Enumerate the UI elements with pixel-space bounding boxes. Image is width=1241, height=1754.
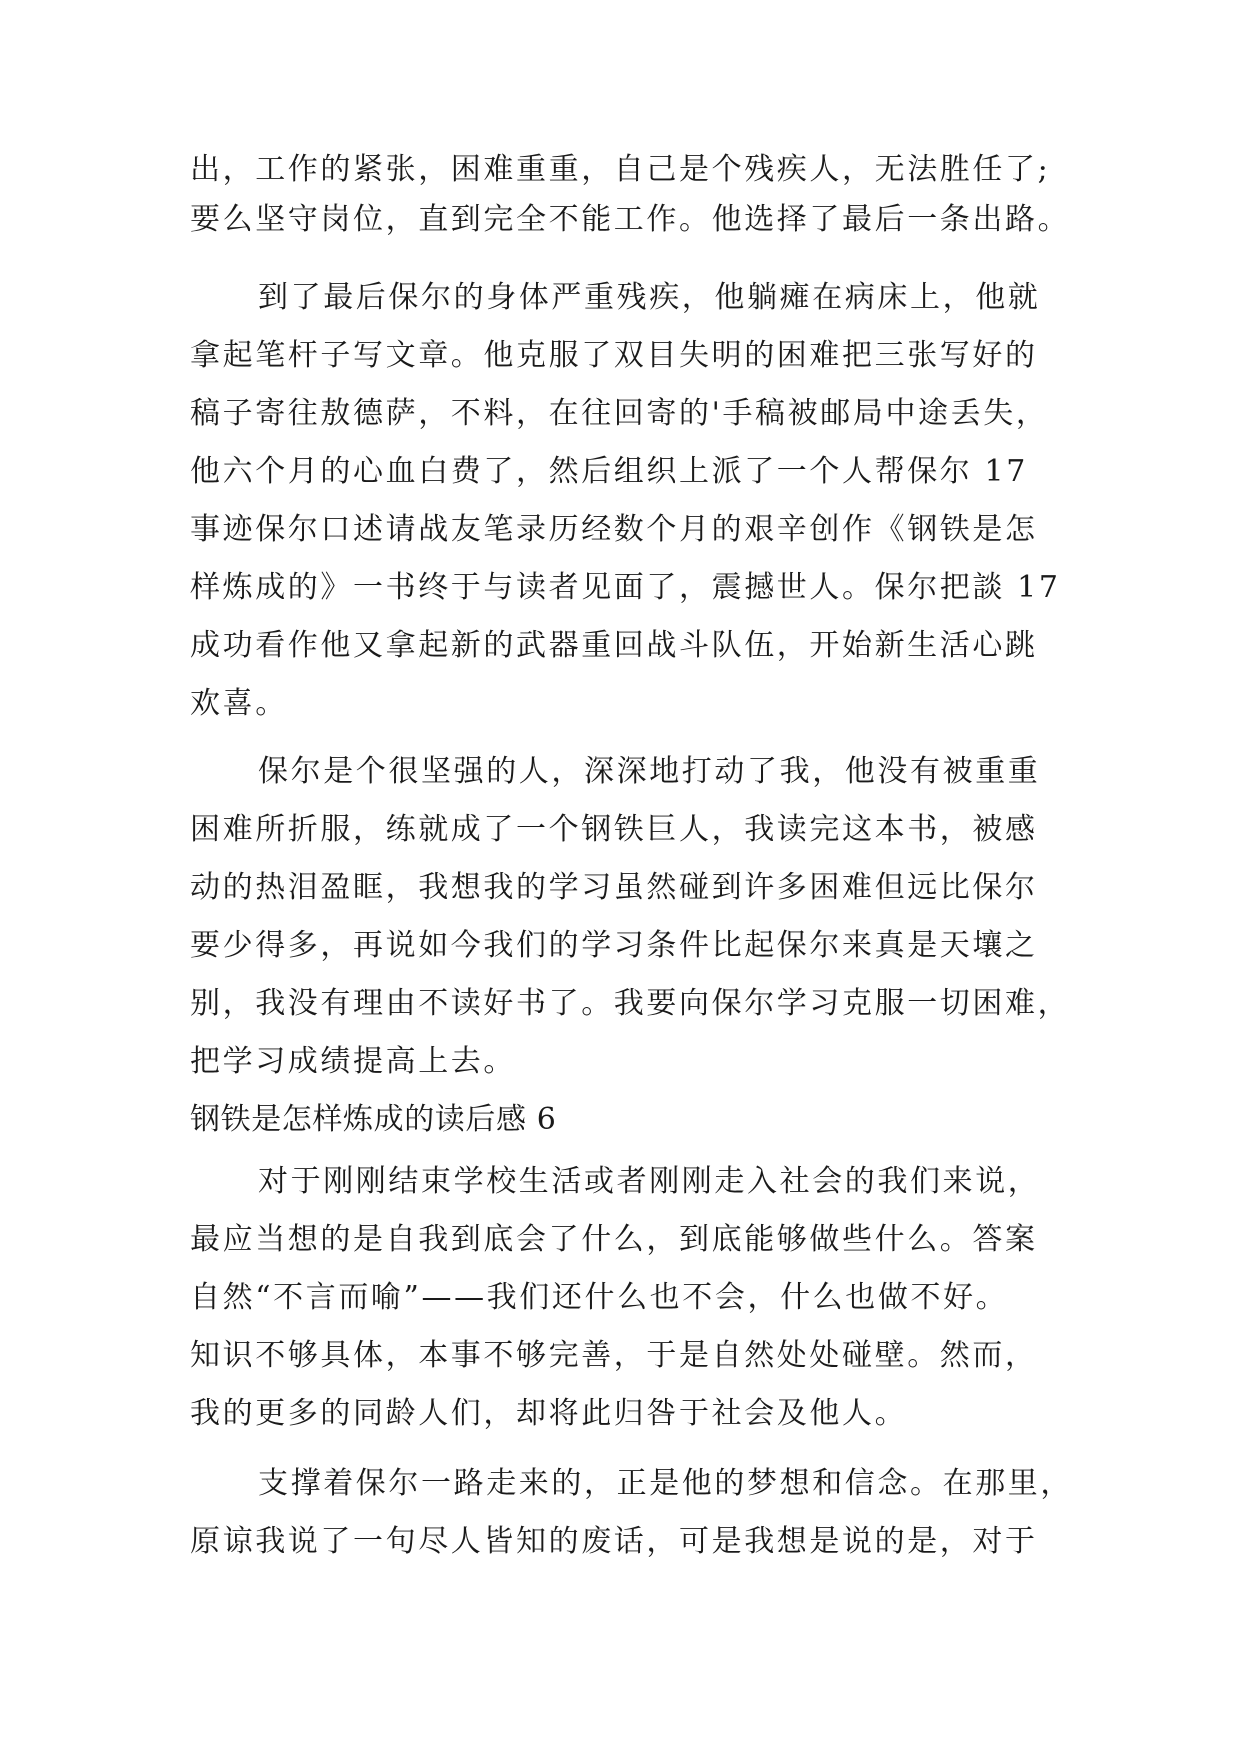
- text-line: 稿子寄往敖德萨，不料，在往回寄的'手稿被邮局中途丢失，: [190, 396, 1049, 431]
- text-line: 原谅我说了一句尽人皆知的废话，可是我想是说的是，对于: [190, 1524, 1038, 1559]
- text-line: 知识不够具体，本事不够完善，于是自然处处碰壁。然而，: [190, 1338, 1038, 1373]
- text-line: 困难所折服，练就成了一个钢铁巨人，我读完这本书，被感: [190, 812, 1038, 847]
- paragraph-first-line: 保尔是个很坚强的人，深深地打动了我，他没有被重重: [258, 754, 1041, 789]
- text-line: 拿起笔杆子写文章。他克服了双目失明的困难把三张写好的: [190, 338, 1038, 373]
- paragraph-first-line: 支撑着保尔一路走来的，正是他的梦想和信念。在那里，: [258, 1466, 1073, 1501]
- text-line: 样炼成的》一书终于与读者见面了，震撼世人。保尔把談 17: [190, 570, 1061, 605]
- text-line: 最应当想的是自我到底会了什么，到底能够做些什么。答案: [190, 1222, 1038, 1257]
- paragraph-first-line: 对于刚刚结束学校生活或者刚刚走入社会的我们来说，: [258, 1164, 1041, 1199]
- text-line: 要少得多，再说如今我们的学习条件比起保尔来真是天壤之: [190, 928, 1038, 963]
- text-line: 动的热泪盈眶，我想我的学习虽然碰到许多困难但远比保尔: [190, 870, 1038, 905]
- text-line: 要么坚守岗位，直到完全不能工作。他选择了最后一条出路。: [190, 202, 1071, 237]
- paragraph-first-line: 到了最后保尔的身体严重残疾，他躺瘫在病床上，他就: [258, 280, 1041, 315]
- text-line: 别，我没有理由不读好书了。我要向保尔学习克服一切困难，: [190, 986, 1071, 1021]
- text-line: 我的更多的同龄人们，却将此归咎于社会及他人。: [190, 1396, 908, 1431]
- text-line: 把学习成绩提高上去。: [190, 1044, 516, 1079]
- text-line: 成功看作他又拿起新的武器重回战斗队伍，开始新生活心跳: [190, 628, 1038, 663]
- text-line: 欢喜。: [190, 686, 288, 721]
- text-line: 自然“不言而喻”——我们还什么也不会，什么也做不好。: [190, 1280, 1009, 1315]
- text-line: 事迹保尔口述请战友笔录历经数个月的艰辛创作《钢铁是怎: [190, 512, 1038, 547]
- section-heading: 钢铁是怎样炼成的读后感 6: [190, 1102, 557, 1137]
- text-line: 出，工作的紧张，困难重重，自己是个残疾人，无法胜任了;: [190, 152, 1051, 187]
- text-line: 他六个月的心血白费了，然后组织上派了一个人帮保尔 17: [190, 454, 1028, 489]
